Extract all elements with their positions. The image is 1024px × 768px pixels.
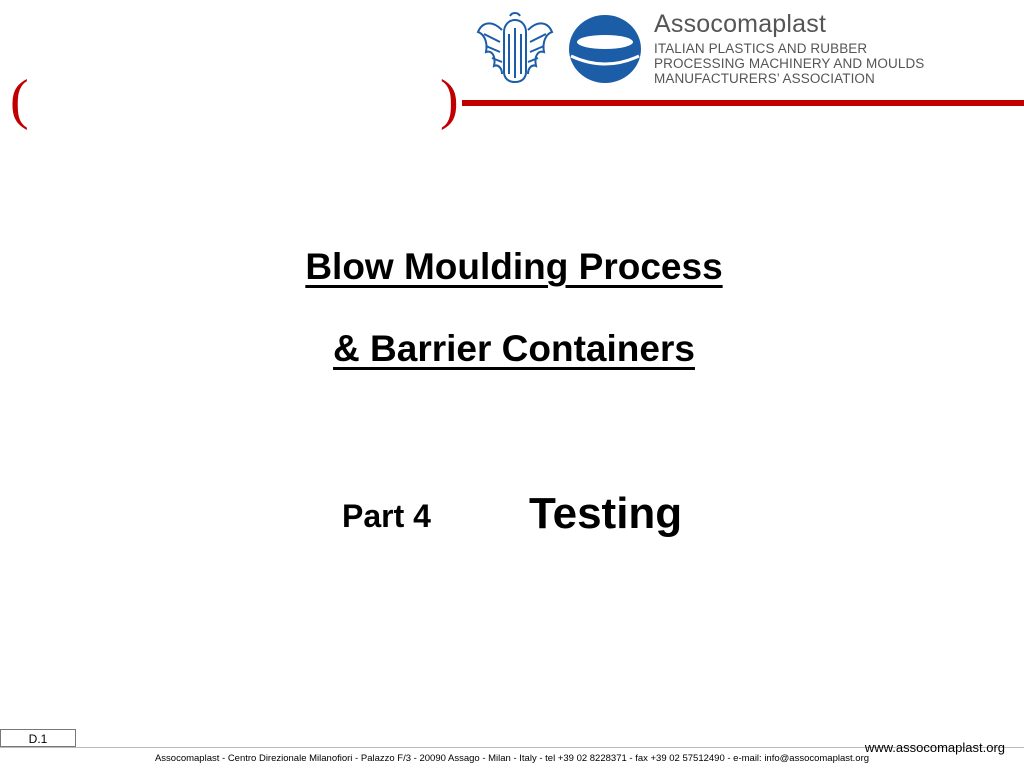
org-subtitle-line-2: PROCESSING MACHINERY AND MOULDS	[654, 56, 925, 71]
org-name: Assocomaplast	[654, 10, 827, 38]
topic-label: Testing	[529, 489, 683, 538]
slide-title-line-2: & Barrier Containers	[333, 328, 695, 369]
slide-code-box: D.1	[0, 729, 76, 747]
confindustria-eagle-logo	[474, 12, 556, 86]
footer-address: Assocomaplast - Centro Direzionale Milanofiori - Palazzo F/3 - 20090 Assago - Milan - Italy - tel +39 02 8228371 - fax +39 02 57512490 - e-mail: info@assocomaplast.org	[154, 753, 870, 764]
website-link[interactable]: www.assocomaplast.org	[864, 740, 1005, 755]
assocomaplast-logo-icon	[566, 12, 644, 86]
part-label: Part 4	[342, 498, 431, 534]
slide-title-line-1: Blow Moulding Process	[305, 246, 723, 287]
right-bracket: )	[440, 69, 459, 131]
header-red-rule	[462, 100, 1024, 106]
org-subtitle-line-3: MANUFACTURERS’ ASSOCIATION	[654, 71, 875, 86]
left-bracket: (	[10, 69, 29, 131]
org-subtitle-line-1: ITALIAN PLASTICS AND RUBBER	[654, 41, 868, 56]
